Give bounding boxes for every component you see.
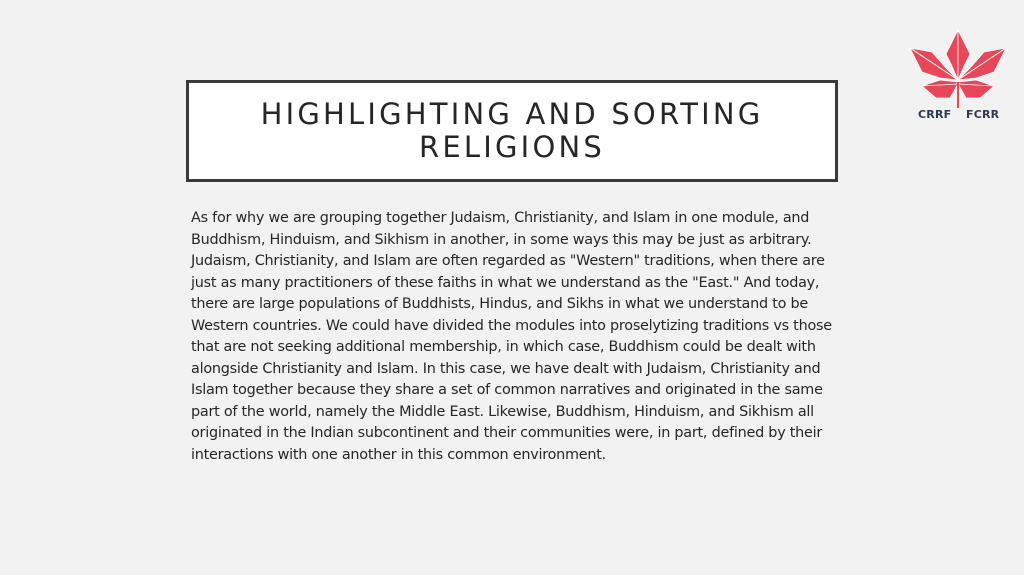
title-box: [186, 80, 838, 182]
logo-text-crrf: CRRF: [918, 108, 952, 121]
crrf-logo: [906, 28, 1010, 124]
slide-title: HIGHLIGHTING AND SORTING RELIGIONS: [260, 97, 764, 164]
logo-text-fcrr: FCRR: [966, 108, 1000, 121]
slide-body-text: As for why we are grouping together Judaism, Christianity, and Islam in one module, and Buddhism, Hinduism, and Sikhism in another, in some ways this may be just as arbitrary. Judaism, Christianity, and Islam are often regarded as "Western" traditions, when there are just as many practitioners of these faiths in what we understand as the "East." And today, there are large populations of Buddhists, Hindus, and Sikhs in what we understand to be Western countries. We could have divided the modules into proselytizing traditions vs those that are not seeking additional membership, in which case, Buddhism could be dealt with alongside Christianity and Islam. In this case, we have dealt with Judaism, Christianity and Islam together because they share a set of common narratives and originated in the same part of the world, namely the Middle East. Likewise, Buddhism, Hinduism, and Sikhism all originated in the Indian subcontinent and their communities were, in part, defined by their interactions with one another in this common environment.: [191, 210, 832, 463]
